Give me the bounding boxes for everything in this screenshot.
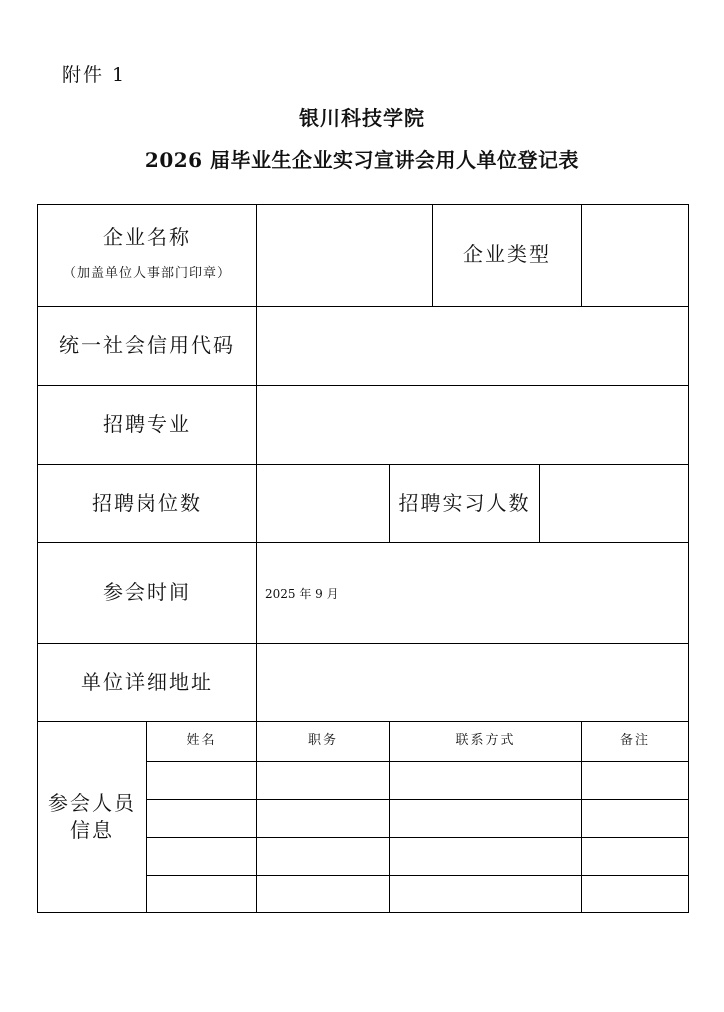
column-header-position: 职务 <box>307 733 338 748</box>
form-title: 2026 届毕业生企业实习宣讲会用人单位登记表 <box>144 148 580 172</box>
attendee-1-contact-field[interactable] <box>390 762 581 799</box>
credit-code-label: 统一社会信用代码 <box>59 332 235 357</box>
attendees-label-line1: 参会人员 <box>48 791 136 815</box>
attendee-1-remarks-field[interactable] <box>582 762 688 799</box>
attend-time-label: 参会时间 <box>103 579 191 604</box>
attendee-3-name-field[interactable] <box>147 838 256 875</box>
majors-label: 招聘专业 <box>103 411 191 436</box>
attendee-1-name-field[interactable] <box>147 762 256 799</box>
attendees-label-cell <box>38 722 146 912</box>
credit-code-field[interactable] <box>257 307 688 385</box>
attendee-2-contact-field[interactable] <box>390 800 581 837</box>
column-header-remarks: 备注 <box>619 733 650 748</box>
intern-count-field[interactable] <box>540 465 688 542</box>
attendee-3-contact-field[interactable] <box>390 838 581 875</box>
attendee-3-position-field[interactable] <box>257 838 389 875</box>
attachment-label: 附件 1 <box>62 64 127 86</box>
attendee-2-position-field[interactable] <box>257 800 389 837</box>
school-name: 银川科技学院 <box>299 106 425 130</box>
attendee-2-remarks-field[interactable] <box>582 800 688 837</box>
company-type-field[interactable] <box>582 205 688 306</box>
attendee-2-name-field[interactable] <box>147 800 256 837</box>
attendee-1-position-field[interactable] <box>257 762 389 799</box>
column-header-contact: 联系方式 <box>455 733 516 748</box>
address-label: 单位详细地址 <box>81 669 213 694</box>
company-type-label: 企业类型 <box>463 241 551 266</box>
attend-time-field[interactable] <box>257 543 688 643</box>
positions-label: 招聘岗位数 <box>92 490 202 515</box>
majors-field[interactable] <box>257 386 688 464</box>
attendee-4-name-field[interactable] <box>147 876 256 912</box>
attend-time-value: 2025 年 9 月 <box>265 586 339 601</box>
attendees-label-line2: 信息 <box>70 818 114 842</box>
company-name-label-cell <box>38 205 256 306</box>
attendee-4-position-field[interactable] <box>257 876 389 912</box>
positions-field[interactable] <box>257 465 389 542</box>
company-name-label: 企业名称 <box>103 225 191 249</box>
company-name-field[interactable] <box>257 205 432 306</box>
intern-count-label: 招聘实习人数 <box>398 490 531 515</box>
address-field[interactable] <box>257 644 688 721</box>
attendee-3-remarks-field[interactable] <box>582 838 688 875</box>
registration-form-table <box>37 204 689 913</box>
column-header-name: 姓名 <box>186 733 217 748</box>
attendee-4-remarks-field[interactable] <box>582 876 688 912</box>
company-name-note: （加盖单位人事部门印章） <box>62 266 231 281</box>
attendee-4-contact-field[interactable] <box>390 876 581 912</box>
